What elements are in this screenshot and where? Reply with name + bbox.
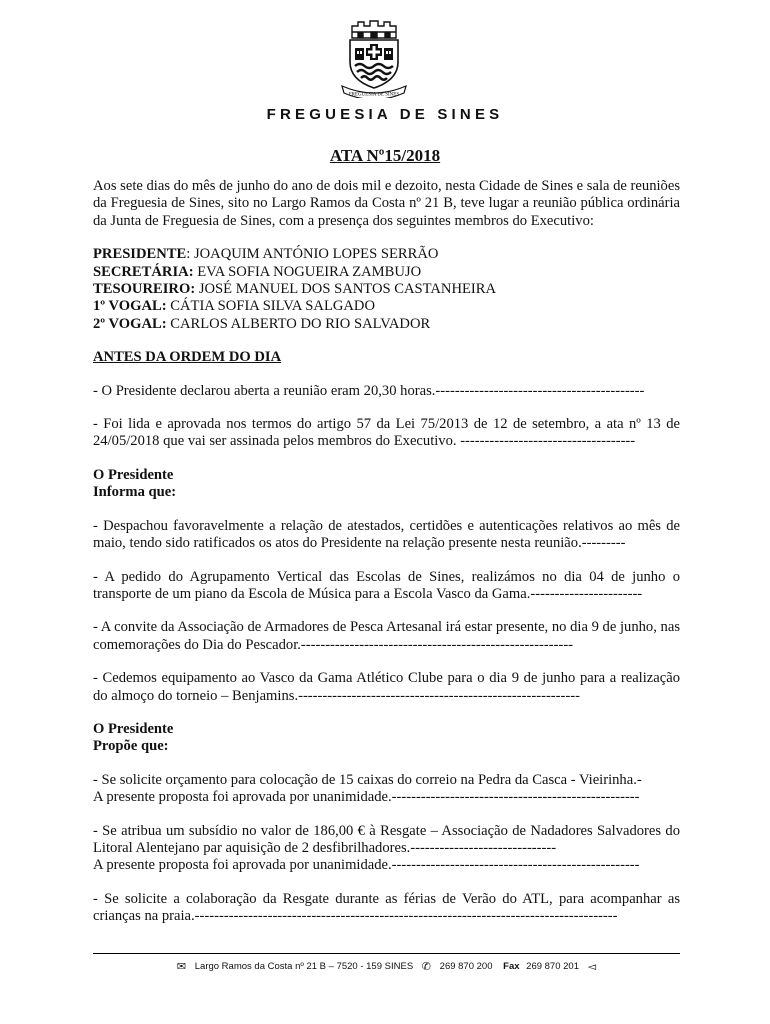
member-name: JOAQUIM ANTÓNIO LOPES SERRÃO (193, 246, 439, 263)
fax-icon: ◅ (587, 961, 597, 973)
member-role: 1º VOGAL: (93, 298, 167, 315)
informa-heading-2: Informa que: (93, 484, 177, 501)
executive-members-list (93, 246, 680, 333)
informa-paragraph: - Cedemos equipamento ao Vasco da Gama Atlético Clube para o dia 9 de junho para a realização do almoço do torneio – Benjamins.---------------------------------------------------------- (93, 670, 680, 704)
organization-title: FREGUESIA DE SINES (266, 106, 504, 123)
footer-fax-label: Fax (503, 961, 520, 972)
informa-paragraph: - A convite da Associação de Armadores de Pesca Artesanal irá estar presente, no dia 9 de junho, nas comemorações do Dia do Pescador.-------------------------------------------------------- (93, 619, 680, 653)
member-role: TESOUREIRO: (93, 281, 196, 298)
member-role: PRESIDENTE (93, 246, 187, 263)
informa-paragraph: - Despachou favoravelmente a relação de atestados, certidões e autenticações relativos ao mês de maio, tendo sido ratificados os atos do Presidente na relação presente nesta reunião.--------- (93, 517, 680, 552)
section-heading-antes: ANTES DA ORDEM DO DIA (93, 349, 282, 366)
proposal-result: A presente proposta foi aprovada por unanimidade.--------------------------------------------------- (93, 857, 640, 874)
footer-phone: 269 870 200 (439, 961, 493, 972)
antes-paragraph: - Foi lida e aprovada nos termos do artigo 57 da Lei 75/2013 de 12 de setembro, a ata nº 13 de 24/05/2018 que vai ser assinada pelos membros do Executivo. ------------------------------------ (93, 416, 680, 450)
proposal-text: - Se solicite orçamento para colocação de 15 caixas do correio na Pedra da Casca - Vieirinha.- (93, 771, 642, 788)
member-name: CÁTIA SOFIA SILVA SALGADO (170, 298, 376, 315)
minutes-title: ATA Nº15/2018 (329, 146, 441, 165)
member-line (93, 316, 680, 333)
member-line (93, 281, 680, 298)
footer-fax: 269 870 201 (526, 961, 579, 972)
informa-paragraph: - A pedido do Agrupamento Vertical das Escolas de Sines, realizámos no dia 04 de junho o transporte de um piano da Escola de Música para a Escola Vasco da Gama.----------------------- (93, 568, 680, 602)
proposal-text: - Se atribua um subsídio no valor de 186,00 € à Resgate – Associação de Nadadores Salvadores do Litoral Alentejano par aquisição de 2 desfibrilhadores.------------------------------ (93, 822, 680, 856)
member-line (93, 264, 680, 281)
page-footer (93, 960, 680, 973)
minutes-body (93, 178, 680, 926)
antes-paragraph: - O Presidente declarou aberta a reunião eram 20,30 horas.------------------------------------------- (93, 382, 645, 399)
propoe-heading-2: Propõe que: (93, 738, 169, 755)
intro-paragraph: Aos sete dias do mês de junho do ano de dois mil e dezoito, nesta Cidade de Sines e sala de reuniões da Freguesia de Sines, sito no Largo Ramos da Costa nº 21 B, teve lugar a reunião pública ordinária da Junta de Freguesia de Sines, com a presença dos seguintes membros do Executivo: (93, 178, 680, 229)
member-line (93, 298, 680, 315)
footer-address: Largo Ramos da Costa nº 21 B – 7520 - 159 SINES (194, 961, 414, 972)
proposal-text: - Se solicite a colaboração da Resgate durante as férias de Verão do ATL, para acompanhar as crianças na praia.--------------------------------------------------------------------------------------- (93, 890, 680, 925)
member-line: PRESIDENTE: JOAQUIM ANTÓNIO LOPES SERRÃO (93, 246, 439, 263)
parish-crest-logo (338, 18, 410, 98)
member-role: 2º VOGAL: (93, 315, 167, 332)
envelope-icon: ✉ (176, 961, 187, 973)
member-name: EVA SOFIA NOGUEIRA ZAMBUJO (197, 263, 422, 280)
member-role: SECRETÁRIA: (93, 263, 194, 280)
footer-divider (93, 953, 680, 954)
crest-ribbon-text: FREGUESIA DE SINES (348, 92, 400, 98)
member-name: JOSÉ MANUEL DOS SANTOS CASTANHEIRA (198, 281, 497, 298)
member-name: CARLOS ALBERTO DO RIO SALVADOR (170, 315, 431, 332)
propoe-heading-1: O Presidente (93, 720, 174, 737)
informa-heading-1: O Presidente (93, 466, 174, 483)
proposal-result: A presente proposta foi aprovada por unanimidade.--------------------------------------------------- (93, 789, 640, 806)
phone-icon: ✆ (421, 961, 432, 973)
